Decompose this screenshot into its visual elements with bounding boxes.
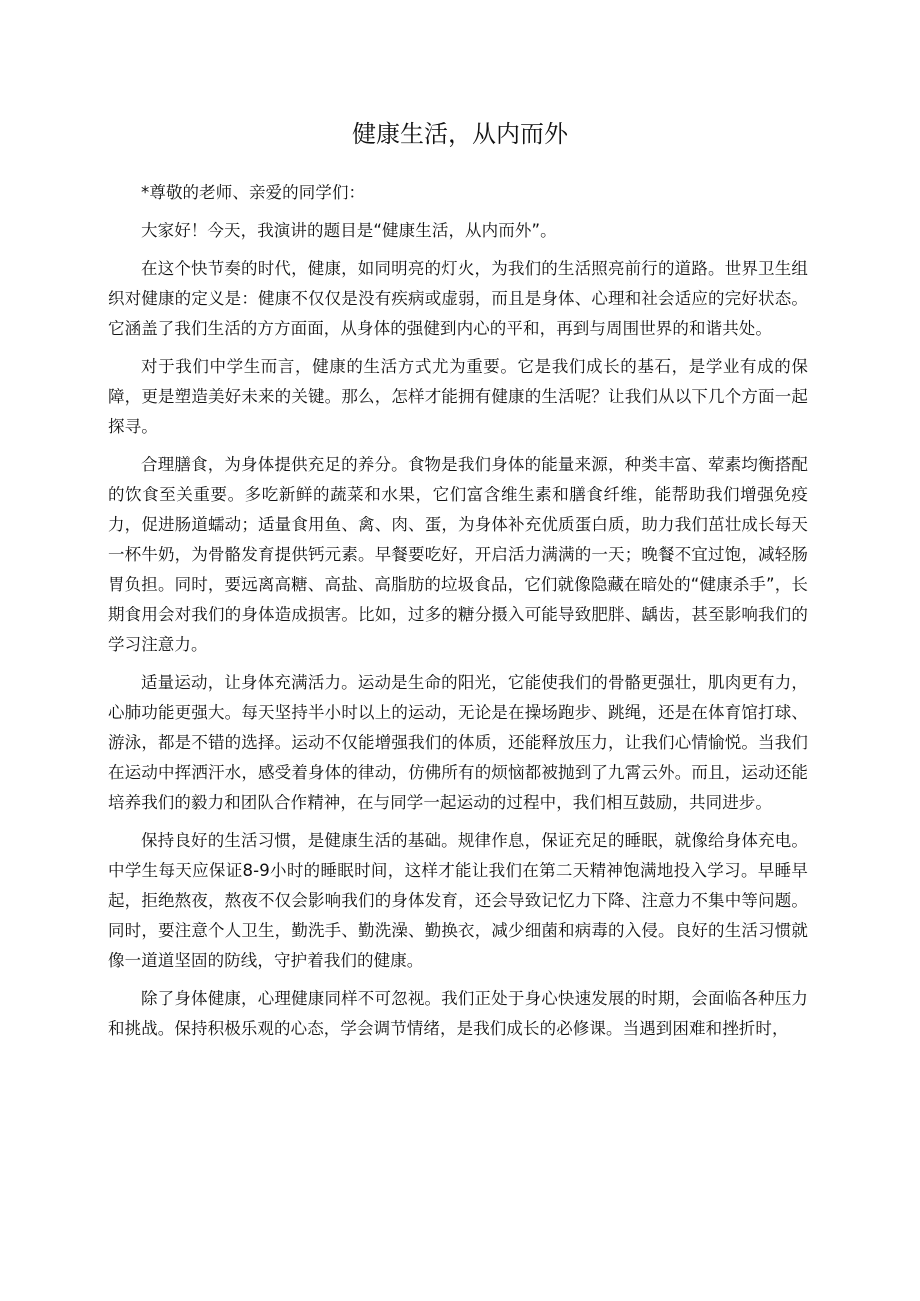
diet-paragraph: 合理膳食，为身体提供充足的养分。食物是我们身体的能量来源，种类丰富、荤素均衡搭配的饮食至关重要。多吃新鲜的蔬菜和水果，它们富含维生素和膳食纤维，能帮助我们增强免疫力，促进肠道蠕动；适量食用鱼、禽、肉、蛋，为身体补充优质蛋白质，助力我们茁壮成长每天一杯牛奶，为骨骼发育提供钙元素。早餐要吃好，开启活力满满的一天；晚餐不宜过饱，减轻肠胃负担。同时，要远离高糖、高盐、高脂肪的垃圾食品，它们就像隐藏在暗处的“健康杀手”，长期食用会对我们的身体造成损害。比如，过多的糖分摄入可能导致肥胖、龋齿，甚至影响我们的学习注意力。: [108, 455, 808, 654]
habits-paragraph: 保持良好的生活习惯，是健康生活的基础。规律作息，保证充足的睡眠，就像给身体充电。中学生每天应保证8-9小时的睡眠时间，这样才能让我们在第二天精神饱满地投入学习。早睡早起，拒绝熬夜，熬夜不仅会影响我们的身体发育，还会导致记忆力下降、注意力不集中等问题。同时，要注意个人卫生，勤洗手、勤洗澡、勤换衣，减少细菌和病毒的入侵。良好的生活习惯就像一道道坚固的防线，守护着我们的健康。: [108, 831, 808, 970]
salutation: *尊敬的老师、亲爱的同学们：: [141, 183, 366, 202]
intro-paragraph: 在这个快节奏的时代，健康，如同明亮的灯火，为我们的生活照亮前行的道路。世界卫生组织对健康的定义是：健康不仅仅是没有疾病或虚弱，而且是身体、心理和社会适应的完好状态。它涵盖了我们生活的方方面面，从身体的强健到内心的平和，再到与周围世界的和谐共处。: [108, 259, 808, 338]
document-title: 健康生活，从内而外: [352, 120, 568, 148]
importance-paragraph: 对于我们中学生而言，健康的生活方式尤为重要。它是我们成长的基石，是学业有成的保障，更是塑造美好未来的关键。那么，怎样才能拥有健康的生活呢？让我们从以下几个方面一起探寻。: [108, 357, 808, 436]
mental-health-paragraph: 除了身体健康，心理健康同样不可忽视。我们正处于身心快速发展的时期，会面临各种压力和挑战。保持积极乐观的心态，学会调节情绪，是我们成长的必修课。当遇到困难和挫折时，: [108, 989, 808, 1038]
document-body: [108, 178, 808, 1044]
greeting-paragraph: 大家好！今天，我演讲的题目是“健康生活，从内而外”。: [141, 221, 557, 240]
exercise-paragraph: 适量运动，让身体充满活力。运动是生命的阳光，它能使我们的骨骼更强壮，肌肉更有力，心肺功能更强大。每天坚持半小时以上的运动，无论是在操场跑步、跳绳，还是在体育馆打球、游泳，都是不错的选择。运动不仅能增强我们的体质，还能释放压力，让我们心情愉悦。当我们在运动中挥洒汗水，感受着身体的律动，仿佛所有的烦恼都被抛到了九霄云外。而且，运动还能培养我们的毅力和团队合作精神，在与同学一起运动的过程中，我们相互鼓励，共同进步。: [108, 673, 808, 812]
